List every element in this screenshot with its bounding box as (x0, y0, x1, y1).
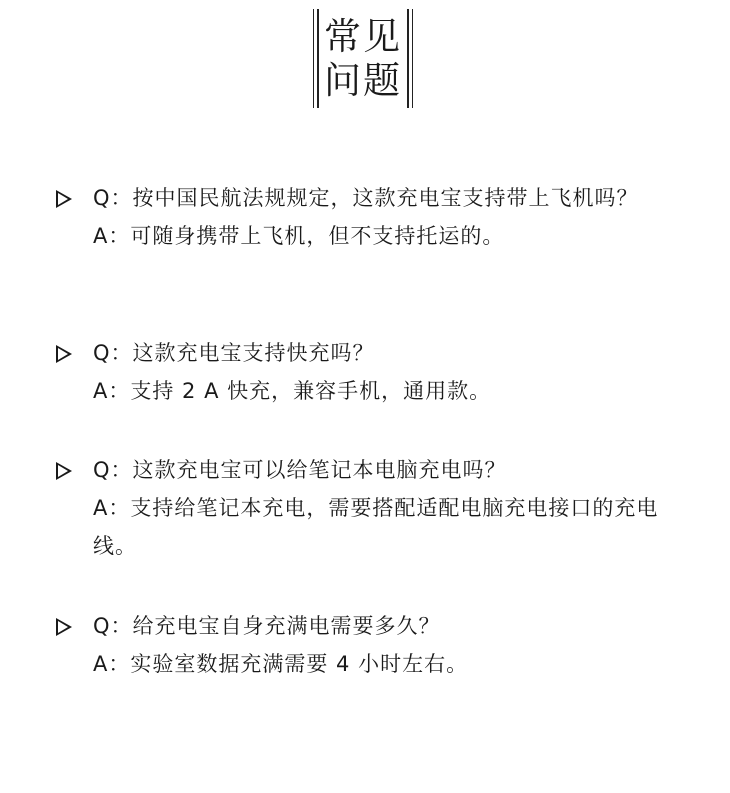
faq-answer: A：支持给笔记本充电，需要搭配适配电脑充电接口的充电线。 (93, 496, 659, 558)
faq-answer: A：支持 2 A 快充，兼容手机，通用款。 (93, 379, 492, 403)
faq-answer: A：实验室数据充满需要 4 小时左右。 (93, 652, 469, 676)
page-title (323, 15, 403, 103)
page-title-frame (313, 9, 413, 108)
play-triangle-outline-icon (56, 190, 72, 208)
faq-question: Q：这款充电宝可以给笔记本电脑充电吗？ (93, 458, 507, 482)
play-triangle-outline-icon (56, 462, 72, 480)
faq-question: Q：给充电宝自身充满电需要多久？ (93, 614, 441, 638)
page-title-line-2: 问题 (324, 59, 402, 102)
play-triangle-outline-icon (56, 618, 72, 636)
title-frame-left-border (313, 9, 314, 108)
title-frame-right-border (412, 9, 413, 108)
faq-answer: A：可随身携带上飞机，但不支持托运的。 (93, 224, 505, 248)
faq-question: Q：按中国民航法规规定，这款充电宝支持带上飞机吗？ (93, 186, 639, 210)
faq-item (56, 343, 696, 410)
faq-item (56, 188, 696, 255)
play-triangle-outline-icon (56, 345, 72, 363)
page-title-line-1: 常见 (324, 15, 402, 58)
faq-question: Q：这款充电宝支持快充吗？ (93, 341, 375, 365)
faq-item (56, 616, 696, 683)
faq-item (56, 460, 696, 565)
